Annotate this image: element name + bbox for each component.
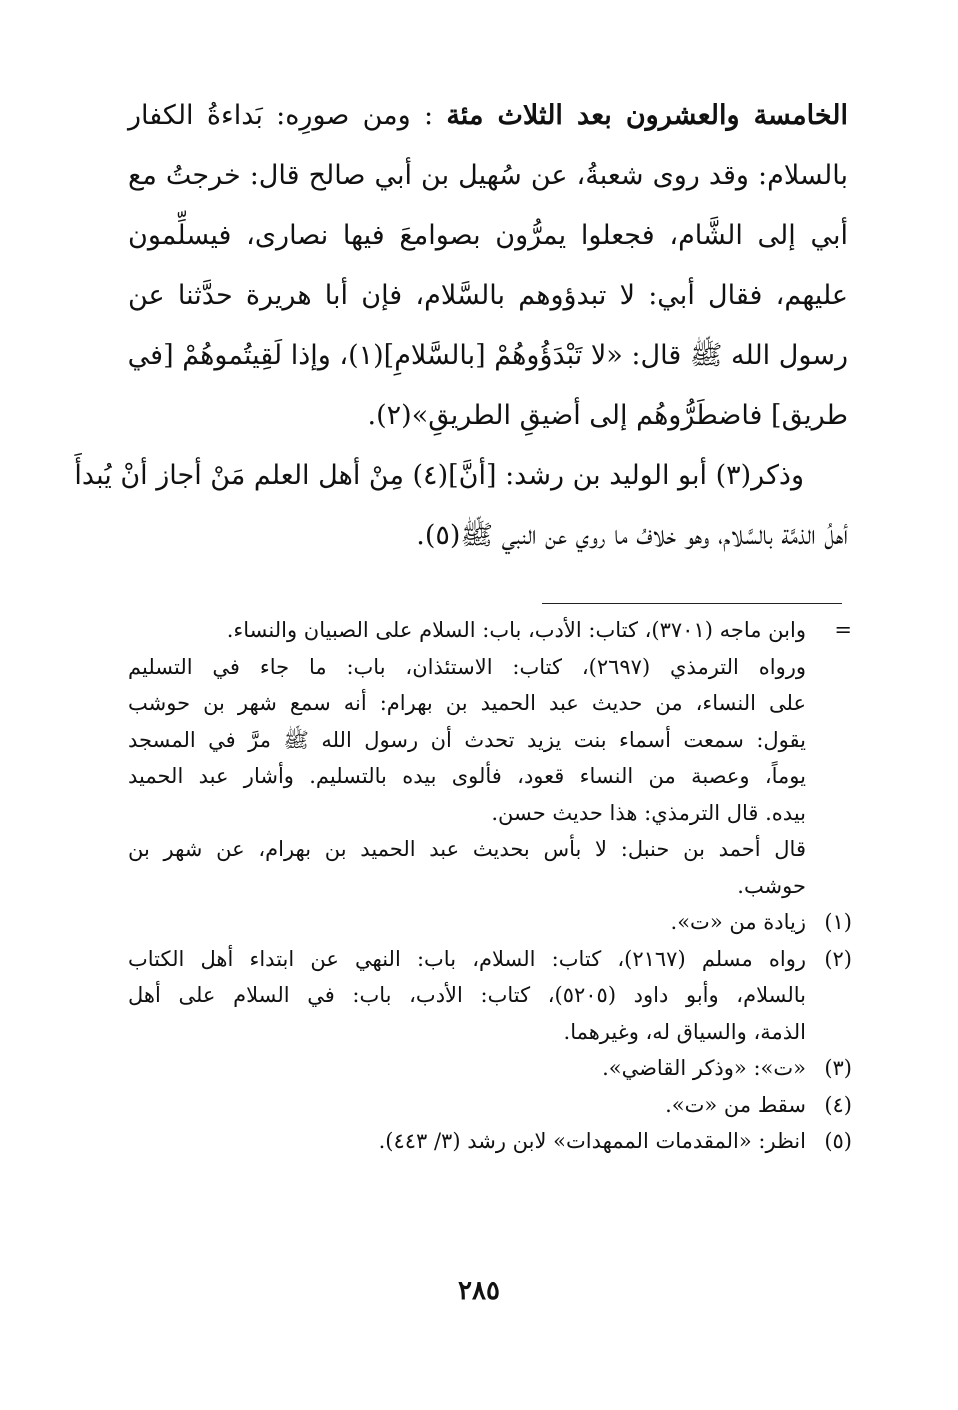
page-number: ٢٨٥ bbox=[458, 1276, 500, 1306]
footnote-marker: (٢) bbox=[824, 946, 852, 971]
footnote-1 bbox=[128, 904, 852, 941]
footnotes bbox=[128, 612, 852, 1160]
footnote-line: بيده. قال الترمذي: هذا حديث حسن. bbox=[491, 800, 806, 825]
footnote-4 bbox=[128, 1087, 852, 1124]
footnote-line: بالسلام، وأبو داود (٥٢٠٥)، كتاب: الأدب، باب: في السلام على أهل bbox=[128, 983, 806, 1007]
main-line-7: وذكر(٣) أبو الوليد بن رشد: [أنَّ](٤) مِنْ أهل العلم مَنْ أجاز أنْ يُبدأَ bbox=[74, 460, 804, 491]
footnote-line: حوشب. bbox=[737, 873, 806, 898]
main-text bbox=[74, 86, 848, 566]
footnote-line: سقط من «ت». bbox=[665, 1092, 806, 1117]
main-line-2: بالسلام: وقد روى شعبةُ، عن سُهيل بن أبي صالح قال: خرجتُ مع bbox=[128, 160, 848, 191]
footnote-line: وابن ماجه (٣٧٠١)، كتاب: الأدب، باب: السلام على الصبيان والنساء. bbox=[226, 618, 806, 642]
footnote-line: «ت»: «وذكر القاضي». bbox=[602, 1056, 806, 1080]
rule-heading: الخامسة والعشرون بعد الثلاث مئة bbox=[446, 100, 848, 131]
main-line-1 bbox=[128, 86, 848, 146]
footnote-line: يقول: سمعت أسماء بنت يزيد تحدث أن رسول الله ﷺ مرَّ في المسجد bbox=[128, 727, 806, 752]
footnote-line: الذمة، والسياق له، وغيرهما. bbox=[563, 1019, 806, 1044]
footnote-marker: (٣) bbox=[824, 1056, 852, 1080]
footnote-line: انظر: «المقدمات الممهدات» لابن رشد (٣/ ٤٤٣). bbox=[378, 1129, 806, 1153]
main-line-3: أبي إلى الشَّام، فجعلوا يمرُّون بصوامعَ فيها نصارى، فيسلِّمون bbox=[128, 220, 848, 251]
footnote-continuation bbox=[128, 612, 852, 649]
main-line-8: أهلُ الذمَّة بالسَّلام، وهو خلافُ ما روي عن النبي ﷺ(٥). bbox=[416, 520, 848, 551]
main-line-1-text: : ومن صورِه: بَداءةُ الكفار bbox=[128, 100, 447, 131]
footnote-line: زيادة من «ت». bbox=[670, 910, 806, 934]
footnote-marker: (٤) bbox=[824, 1092, 852, 1117]
footnote-3 bbox=[128, 1050, 852, 1087]
footnote-5 bbox=[128, 1123, 852, 1160]
footnote-line: ورواه الترمذي (٢٦٩٧)، كتاب: الاستئذان، باب: ما جاء في التسليم bbox=[128, 654, 806, 679]
main-line-4: عليهم، فقال أبي: لا تبدؤوهم بالسَّلام، فإن أبا هريرة حدَّثنا عن bbox=[128, 280, 848, 311]
footnote-line: رواه مسلم (٢١٦٧)، كتاب: السلام، باب: النهي عن ابتداء أهل الكتاب bbox=[128, 946, 807, 971]
footnote-line: يوماً، وعصبة من النساء قعود، فألوى بيده بالتسليم. وأشار عبد الحميد bbox=[128, 764, 806, 788]
footnote-line: على النساء، من حديث عبد الحميد بن بهرام: أنه سمع شهر بن حوشب bbox=[128, 691, 806, 715]
footnote-marker: (١) bbox=[824, 910, 852, 934]
footnote-marker: (٥) bbox=[824, 1129, 852, 1153]
main-line-5: رسول الله ﷺ قال: «لا تَبْدَؤُوهُمْ [بالسَّلامِ](١)، وإذا لَقِيتُموهُمْ [في bbox=[127, 340, 848, 371]
main-line-6: طريق] فاضطَرُّوهُم إلى أضيقِ الطريقِ»(٢). bbox=[367, 400, 848, 431]
footnote-line: قال أحمد بن حنبل: لا بأس بحديث عبد الحميد بن بهرام، عن شهر بن bbox=[128, 837, 806, 861]
footnote-separator bbox=[542, 603, 842, 604]
footnote-2 bbox=[128, 941, 852, 1051]
continuation-marker: = bbox=[834, 618, 852, 642]
